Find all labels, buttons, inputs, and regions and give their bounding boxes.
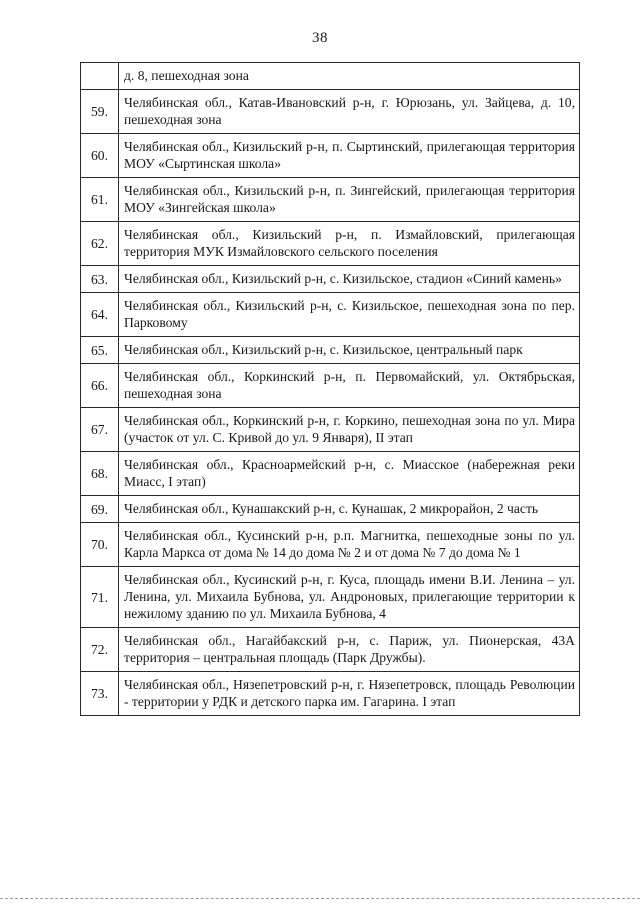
row-address: Челябинская обл., Кусинский р-н, р.п. Магнитка, пешеходные зоны по ул. Карла Маркса от дома № 14 до дома № 2 и от дома № 7 до дома № 1 [119, 523, 580, 567]
table-row [81, 523, 580, 567]
row-number: 62. [81, 222, 119, 266]
table-row [81, 337, 580, 364]
table-row [81, 134, 580, 178]
table-row [81, 222, 580, 266]
table-row [81, 672, 580, 716]
row-address: Челябинская обл., Кизильский р-н, п. Сыртинский, прилегающая территория МОУ «Сыртинская школа» [119, 134, 580, 178]
row-address: Челябинская обл., Кунашакский р-н, с. Кунашак, 2 микрорайон, 2 часть [119, 496, 580, 523]
row-address: д. 8, пешеходная зона [119, 63, 580, 90]
row-number: 71. [81, 567, 119, 628]
table-row [81, 266, 580, 293]
page-bottom-divider [0, 898, 640, 899]
row-number: 68. [81, 452, 119, 496]
row-address: Челябинская обл., Нязепетровский р-н, г. Нязепетровск, площадь Революции - территории у РДК и детского парка им. Гагарина. I этап [119, 672, 580, 716]
table-row [81, 408, 580, 452]
table-row [81, 496, 580, 523]
table-row [81, 567, 580, 628]
table-row [81, 452, 580, 496]
row-number: 59. [81, 90, 119, 134]
table-row [81, 628, 580, 672]
row-number: 65. [81, 337, 119, 364]
row-number: 63. [81, 266, 119, 293]
row-number: 60. [81, 134, 119, 178]
table-row [81, 90, 580, 134]
row-number: 73. [81, 672, 119, 716]
table-row [81, 293, 580, 337]
page-number: 38 [312, 30, 328, 46]
row-number: 72. [81, 628, 119, 672]
row-number: 66. [81, 364, 119, 408]
locations-table [80, 62, 580, 716]
row-address: Челябинская обл., Кизильский р-н, с. Кизильское, пешеходная зона по пер. Парковому [119, 293, 580, 337]
row-address: Челябинская обл., Кизильский р-н, с. Кизильское, центральный парк [119, 337, 580, 364]
row-address: Челябинская обл., Кусинский р-н, г. Куса, площадь имени В.И. Ленина – ул. Ленина, ул. Михаила Бубнова, ул. Андроновых, прилегающие территории к нежилому зданию по ул. Михаила Бубнова, 4 [119, 567, 580, 628]
row-address: Челябинская обл., Красноармейский р-н, с. Миасское (набережная реки Миасс, I этап) [119, 452, 580, 496]
table-row [81, 63, 580, 90]
table-row [81, 364, 580, 408]
row-number: 61. [81, 178, 119, 222]
row-address: Челябинская обл., Кизильский р-н, п. Измайловский, прилегающая территория МУК Измайловского сельского поселения [119, 222, 580, 266]
row-address: Челябинская обл., Катав-Ивановский р-н, г. Юрюзань, ул. Зайцева, д. 10, пешеходная зона [119, 90, 580, 134]
row-number: 69. [81, 496, 119, 523]
row-number [81, 63, 119, 90]
row-address: Челябинская обл., Коркинский р-н, п. Первомайский, ул. Октябрьская, пешеходная зона [119, 364, 580, 408]
table-row [81, 178, 580, 222]
row-number: 67. [81, 408, 119, 452]
row-number: 70. [81, 523, 119, 567]
row-number: 64. [81, 293, 119, 337]
row-address: Челябинская обл., Кизильский р-н, с. Кизильское, стадион «Синий камень» [119, 266, 580, 293]
row-address: Челябинская обл., Коркинский р-н, г. Коркино, пешеходная зона по ул. Мира (участок от ул. С. Кривой до ул. 9 Января), II этап [119, 408, 580, 452]
row-address: Челябинская обл., Нагайбакский р-н, с. Париж, ул. Пионерская, 43А территория – центральная площадь (Парк Дружбы). [119, 628, 580, 672]
row-address: Челябинская обл., Кизильский р-н, п. Зингейский, прилегающая территория МОУ «Зингейская школа» [119, 178, 580, 222]
